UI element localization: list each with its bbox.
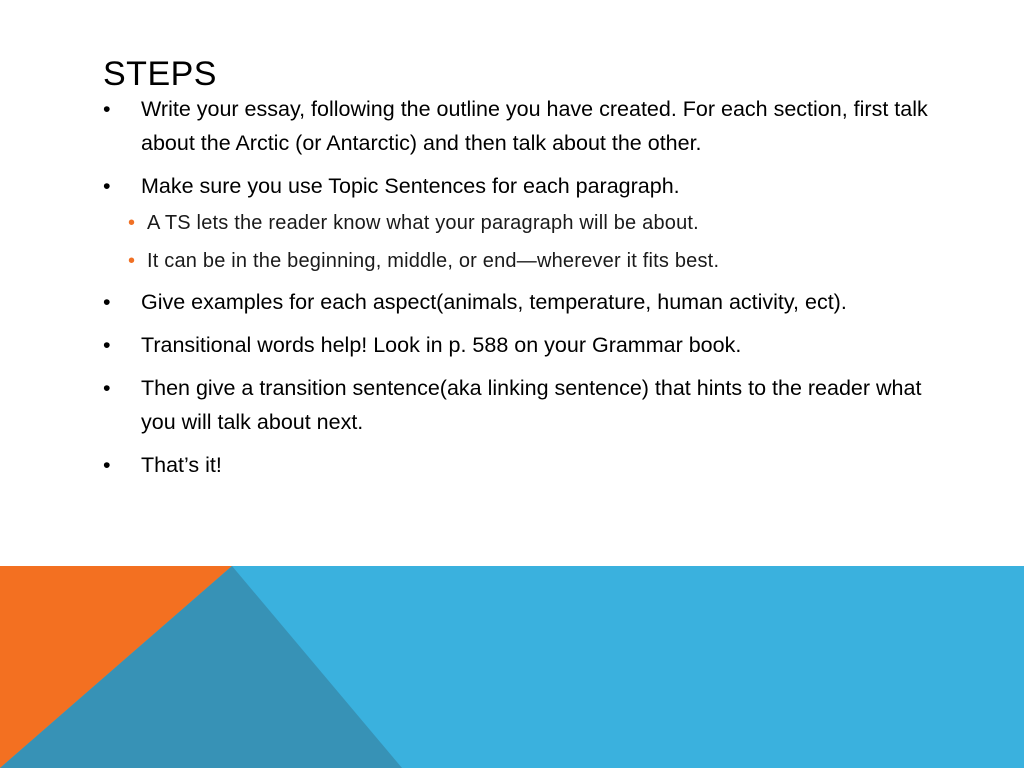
sub-bullet-item-2: [103, 247, 933, 275]
bullet-icon: •: [103, 290, 111, 314]
bullet-list: [103, 92, 933, 491]
bullet-text-5: Then give a transition sentence(aka linking sentence) that hints to the reader what you will talk about next.: [141, 376, 922, 434]
bullet-item-4: [103, 328, 933, 362]
bullet-item-3: [103, 285, 933, 319]
bullet-item-5: [103, 371, 933, 439]
bullet-text-4: Transitional words help! Look in p. 588 on your Grammar book.: [141, 333, 742, 357]
sub-bullet-icon: •: [128, 212, 136, 234]
bullet-item-1: [103, 92, 933, 160]
sub-bullet-list: [103, 209, 933, 275]
bullet-text-3: Give examples for each aspect(animals, temperature, human activity, ect).: [141, 290, 847, 314]
bullet-icon: •: [103, 174, 111, 198]
bullet-text-2: Make sure you use Topic Sentences for each paragraph.: [141, 174, 680, 198]
sub-bullet-item-1: [103, 209, 933, 237]
bullet-item-6: [103, 448, 933, 482]
sub-bullet-text-1: A TS lets the reader know what your paragraph will be about.: [147, 212, 699, 234]
sub-bullet-text-2: It can be in the beginning, middle, or end—wherever it fits best.: [147, 250, 720, 272]
slide-title: STEPS: [103, 55, 217, 93]
bullet-icon: •: [103, 333, 111, 357]
bullet-text-6: That’s it!: [141, 453, 222, 477]
bullet-item-2: [103, 169, 933, 203]
bullet-icon: •: [103, 376, 111, 400]
decorative-bottom-shapes: [0, 566, 1024, 768]
bullet-icon: •: [103, 97, 111, 121]
bullet-icon: •: [103, 453, 111, 477]
bullet-text-1: Write your essay, following the outline you have created. For each section, first talk about the Arctic (or Antarctic) and then talk about the other.: [141, 97, 928, 155]
sub-bullet-icon: •: [128, 250, 136, 272]
